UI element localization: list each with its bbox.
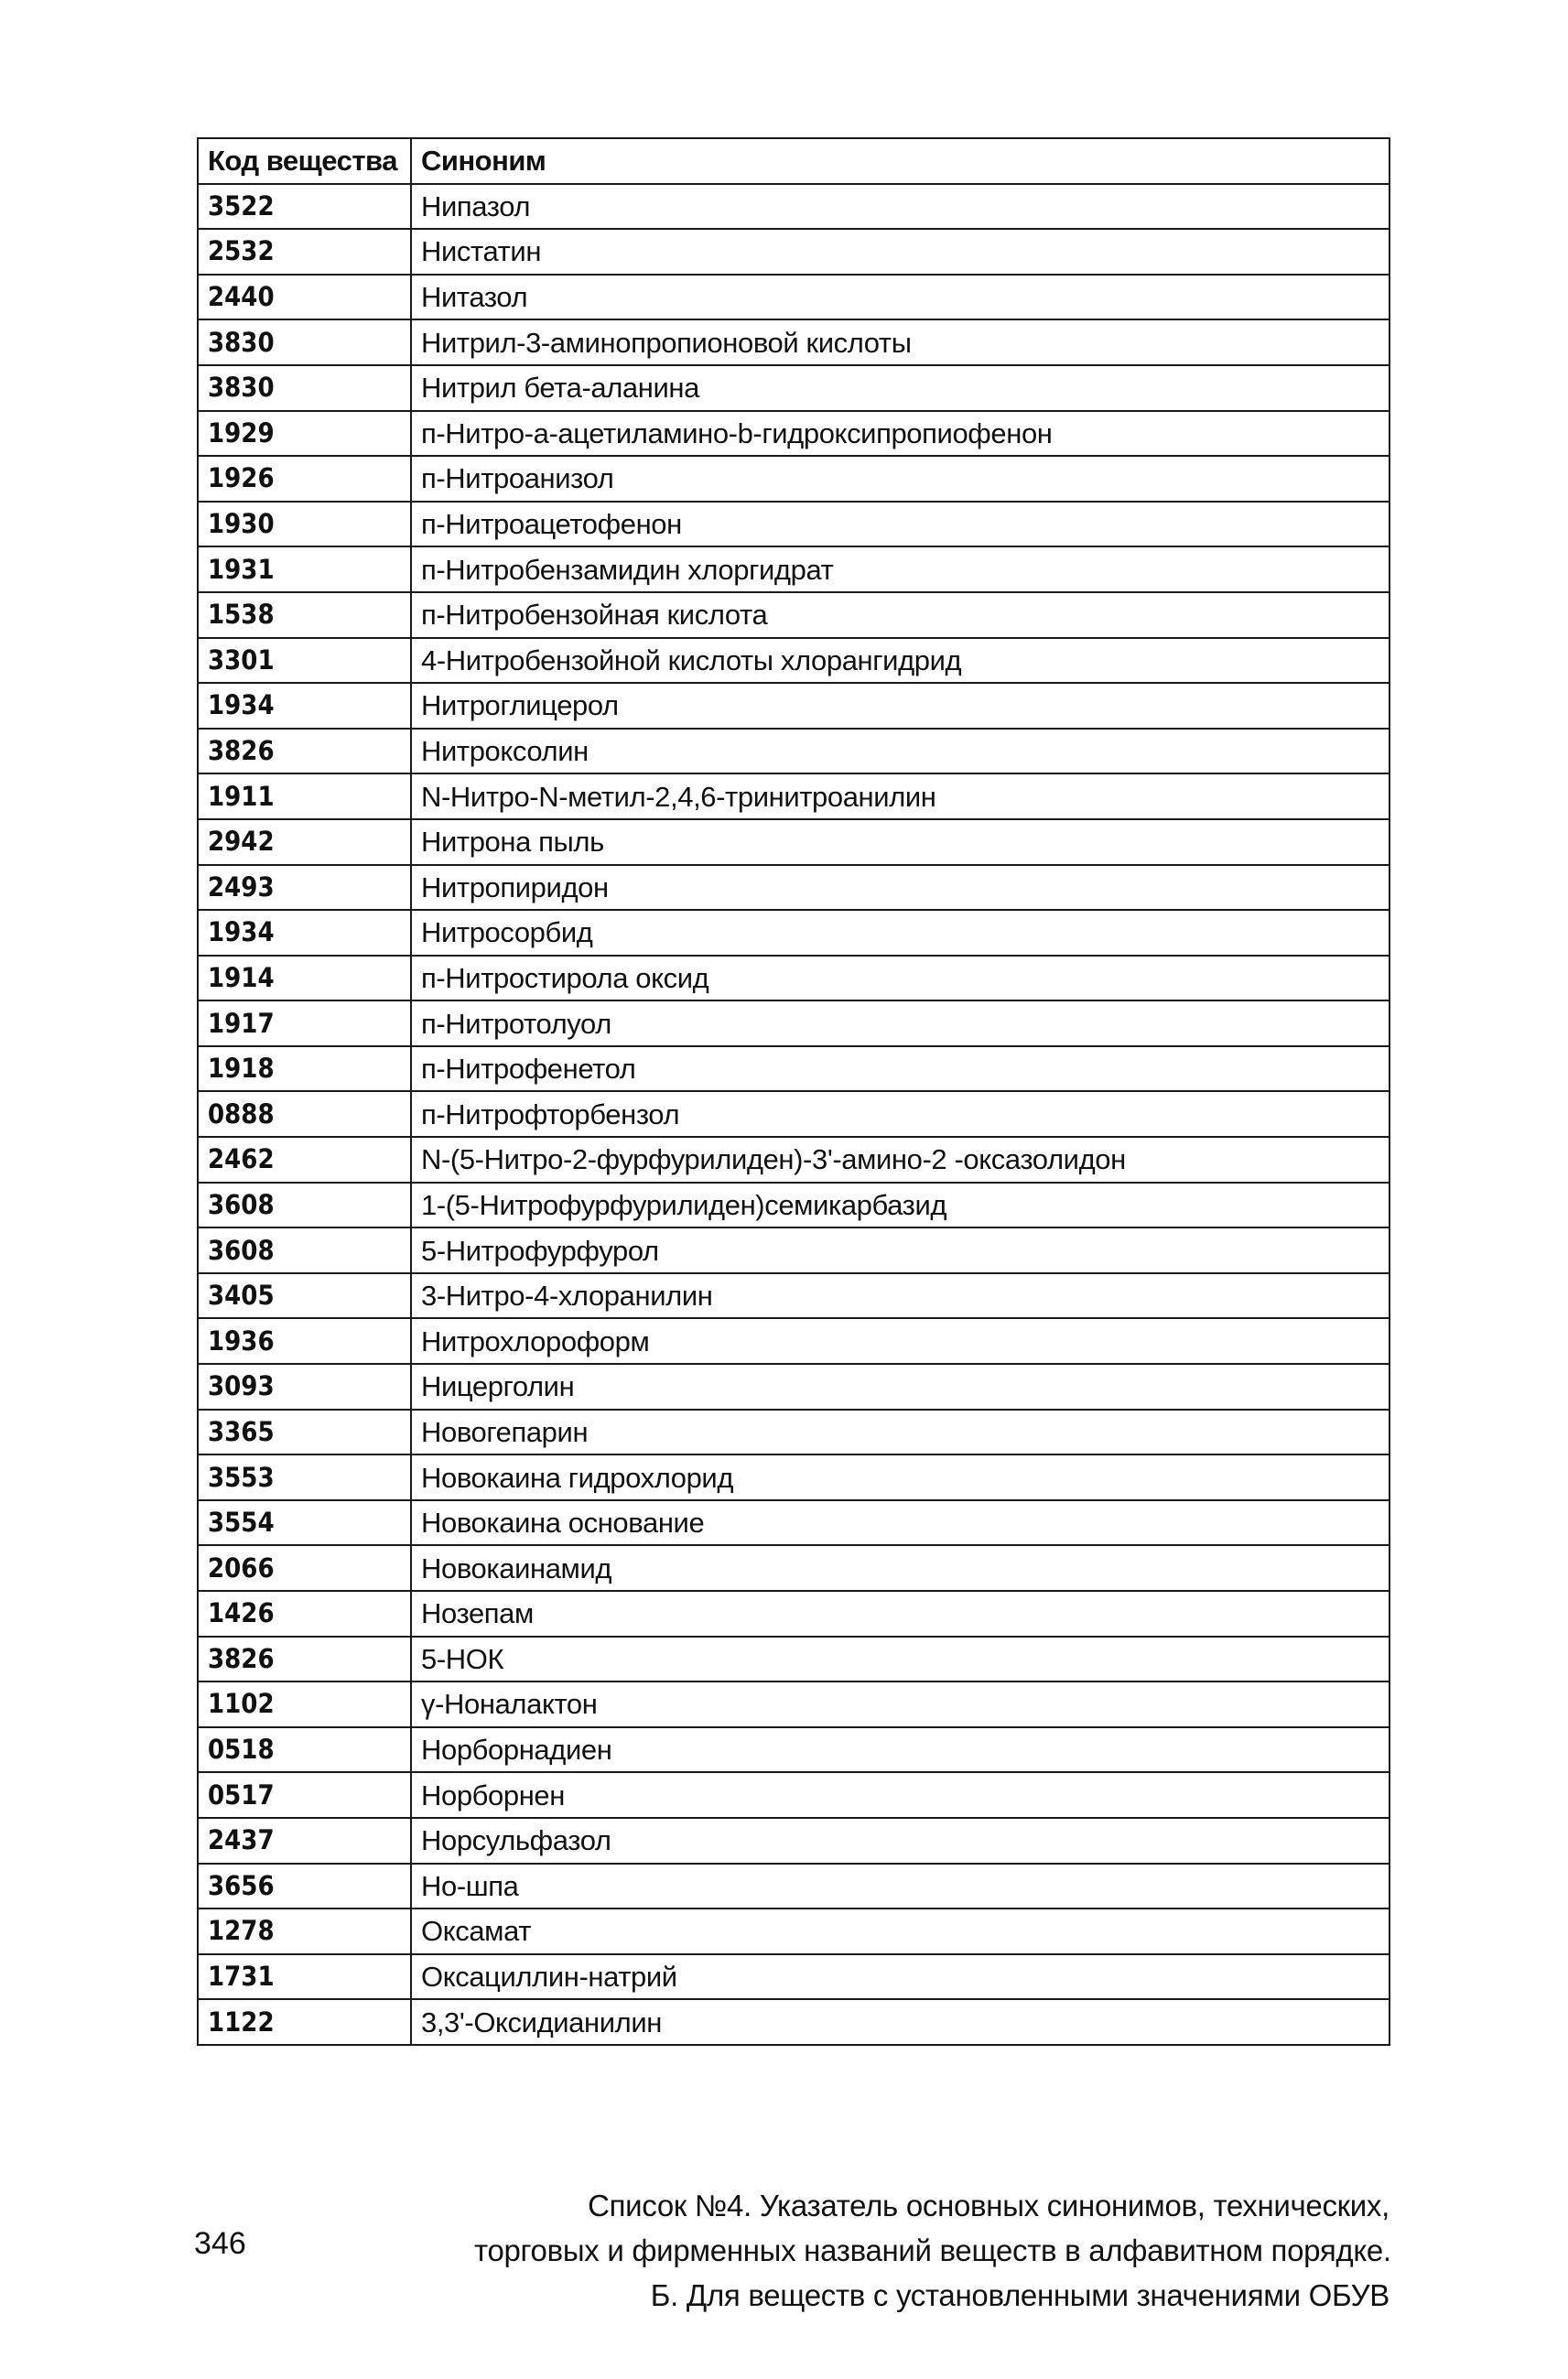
table-row <box>198 1545 1390 1591</box>
synonym-cell: Нитроглицерол <box>411 683 1390 729</box>
synonym-cell: Нистатин <box>411 229 1390 275</box>
synonym-cell: N-(5-Нитро-2-фурфурилиден)-3'-амино-2 -оксазолидон <box>411 1137 1390 1183</box>
synonym-cell: Нитрохлороформ <box>411 1318 1390 1364</box>
substance-code-cell: 2532 <box>198 229 411 275</box>
table-row <box>198 1772 1390 1818</box>
synonym-cell: Но-шпа <box>411 1864 1390 1909</box>
table-row <box>198 184 1390 230</box>
substance-code-cell: 0517 <box>198 1772 411 1818</box>
substance-code-cell: 3553 <box>198 1454 411 1500</box>
synonym-cell: п-Нитроанизол <box>411 456 1390 502</box>
substance-code-cell: 3405 <box>198 1273 411 1319</box>
synonym-cell: Нипазол <box>411 184 1390 230</box>
synonym-cell: п-Нитробензойная кислота <box>411 592 1390 638</box>
synonym-table <box>197 137 1390 2046</box>
substance-code-cell: 1929 <box>198 411 411 457</box>
table-row <box>198 411 1390 457</box>
table-row <box>198 638 1390 684</box>
synonym-cell: п-Нитро-а-ацетиламино-b-гидроксипропиофенон <box>411 411 1390 457</box>
table-row <box>198 1183 1390 1228</box>
synonym-cell: Новокаинамид <box>411 1545 1390 1591</box>
synonym-cell: 5-НОК <box>411 1637 1390 1682</box>
substance-code-cell: 2462 <box>198 1137 411 1183</box>
substance-code-cell: 3522 <box>198 184 411 230</box>
table-row <box>198 1000 1390 1046</box>
table-row <box>198 1273 1390 1319</box>
substance-code-cell: 2493 <box>198 865 411 911</box>
substance-code-cell: 3656 <box>198 1864 411 1909</box>
table-row <box>198 1591 1390 1637</box>
table-row <box>198 1999 1390 2045</box>
synonym-cell: N-Нитро-N-метил-2,4,6-тринитроанилин <box>411 773 1390 819</box>
synonym-cell: п-Нитротолуол <box>411 1000 1390 1046</box>
synonym-cell: Нозепам <box>411 1591 1390 1637</box>
table-row <box>198 1091 1390 1137</box>
substance-code-cell: 3830 <box>198 365 411 411</box>
synonym-cell: Норсульфазол <box>411 1818 1390 1864</box>
synonym-cell: Новогепарин <box>411 1410 1390 1455</box>
substance-code-cell: 1936 <box>198 1318 411 1364</box>
substance-code-cell: 0518 <box>198 1727 411 1773</box>
synonym-cell: п-Нитростирола оксид <box>411 956 1390 1001</box>
page-number: 346 <box>194 2226 246 2261</box>
substance-code-cell: 3608 <box>198 1183 411 1228</box>
substance-code-cell: 1926 <box>198 456 411 502</box>
substance-code-cell: 1917 <box>198 1000 411 1046</box>
header-synonym: Синоним <box>411 138 1390 184</box>
substance-code-cell: 2066 <box>198 1545 411 1591</box>
table-header-row <box>198 138 1390 184</box>
table-row <box>198 502 1390 547</box>
substance-code-cell: 2942 <box>198 819 411 865</box>
table-row <box>198 773 1390 819</box>
table-row <box>198 275 1390 320</box>
substance-code-cell: 0888 <box>198 1091 411 1137</box>
table-row <box>198 1410 1390 1455</box>
synonym-cell: 5-Нитрофурфурол <box>411 1227 1390 1273</box>
table-row <box>198 456 1390 502</box>
table-row <box>198 1727 1390 1773</box>
substance-code-cell: 1278 <box>198 1909 411 1954</box>
synonym-cell: Оксамат <box>411 1909 1390 1954</box>
table-row <box>198 910 1390 956</box>
substance-code-cell: 3301 <box>198 638 411 684</box>
table-row <box>198 819 1390 865</box>
synonym-cell: 4-Нитробензойной кислоты хлорангидрид <box>411 638 1390 684</box>
synonym-cell: Норборнадиен <box>411 1727 1390 1773</box>
substance-code-cell: 2440 <box>198 275 411 320</box>
table-row <box>198 1454 1390 1500</box>
substance-code-cell: 1122 <box>198 1999 411 2045</box>
substance-code-cell: 3830 <box>198 319 411 365</box>
synonym-cell: Нитазол <box>411 275 1390 320</box>
table-row <box>198 729 1390 774</box>
table-row <box>198 1318 1390 1364</box>
synonym-cell: Новокаина основание <box>411 1500 1390 1546</box>
substance-code-cell: 1538 <box>198 592 411 638</box>
table-row <box>198 1818 1390 1864</box>
substance-code-cell: 1934 <box>198 910 411 956</box>
substance-code-cell: 3826 <box>198 1637 411 1682</box>
substance-code-cell: 1426 <box>198 1591 411 1637</box>
table-row <box>198 956 1390 1001</box>
table-row <box>198 1954 1390 2000</box>
table-row <box>198 1909 1390 1954</box>
substance-code-cell: 1731 <box>198 1954 411 2000</box>
table-row <box>198 1227 1390 1273</box>
table-row <box>198 865 1390 911</box>
caption-line: торговых и фирменных названий веществ в алфавитном порядке. <box>474 2233 1391 2267</box>
synonym-cell: Нитрона пыль <box>411 819 1390 865</box>
substance-code-cell: 1914 <box>198 956 411 1001</box>
synonym-cell: п-Нитробензамидин хлоргидрат <box>411 546 1390 592</box>
substance-code-cell: 2437 <box>198 1818 411 1864</box>
synonym-cell: п-Нитрофторбензол <box>411 1091 1390 1137</box>
substance-code-cell: 1934 <box>198 683 411 729</box>
caption-line: Список №4. Указатель основных синонимов, технических, <box>588 2189 1390 2222</box>
page-caption <box>474 2183 1390 2318</box>
synonym-cell: Нитрил-3-аминопропионовой кислоты <box>411 319 1390 365</box>
table-row <box>198 1137 1390 1183</box>
synonym-cell: Ницерголин <box>411 1364 1390 1410</box>
table-row <box>198 365 1390 411</box>
table-row <box>198 1500 1390 1546</box>
synonym-cell: п-Нитроацетофенон <box>411 502 1390 547</box>
table-body <box>198 184 1390 2045</box>
substance-code-cell: 1918 <box>198 1046 411 1092</box>
table-row <box>198 1364 1390 1410</box>
synonym-cell: п-Нитрофенетол <box>411 1046 1390 1092</box>
table-row <box>198 1864 1390 1909</box>
synonym-table-container <box>197 137 1389 2046</box>
table-row <box>198 229 1390 275</box>
table-row <box>198 319 1390 365</box>
header-code: Код вещества <box>198 138 411 184</box>
synonym-cell: 1-(5-Нитрофурфурилиден)семикарбазид <box>411 1183 1390 1228</box>
table-row <box>198 1046 1390 1092</box>
substance-code-cell: 1931 <box>198 546 411 592</box>
substance-code-cell: 1102 <box>198 1682 411 1727</box>
synonym-cell: Нитрил бета-аланина <box>411 365 1390 411</box>
table-row <box>198 683 1390 729</box>
synonym-cell: 3,3'-Оксидианилин <box>411 1999 1390 2045</box>
synonym-cell: γ-Ноналактон <box>411 1682 1390 1727</box>
table-row <box>198 546 1390 592</box>
substance-code-cell: 3093 <box>198 1364 411 1410</box>
substance-code-cell: 3554 <box>198 1500 411 1546</box>
substance-code-cell: 3826 <box>198 729 411 774</box>
synonym-cell: Нитросорбид <box>411 910 1390 956</box>
synonym-cell: 3-Нитро-4-хлоранилин <box>411 1273 1390 1319</box>
synonym-cell: Оксациллин-натрий <box>411 1954 1390 2000</box>
synonym-cell: Нитроксолин <box>411 729 1390 774</box>
synonym-cell: Норборнен <box>411 1772 1390 1818</box>
synonym-cell: Новокаина гидрохлорид <box>411 1454 1390 1500</box>
table-row <box>198 1682 1390 1727</box>
table-row <box>198 1637 1390 1682</box>
substance-code-cell: 3608 <box>198 1227 411 1273</box>
synonym-cell: Нитропиридон <box>411 865 1390 911</box>
substance-code-cell: 1911 <box>198 773 411 819</box>
substance-code-cell: 1930 <box>198 502 411 547</box>
substance-code-cell: 3365 <box>198 1410 411 1455</box>
table-row <box>198 592 1390 638</box>
caption-line: Б. Для веществ с установленными значениями ОБУВ <box>650 2278 1390 2312</box>
